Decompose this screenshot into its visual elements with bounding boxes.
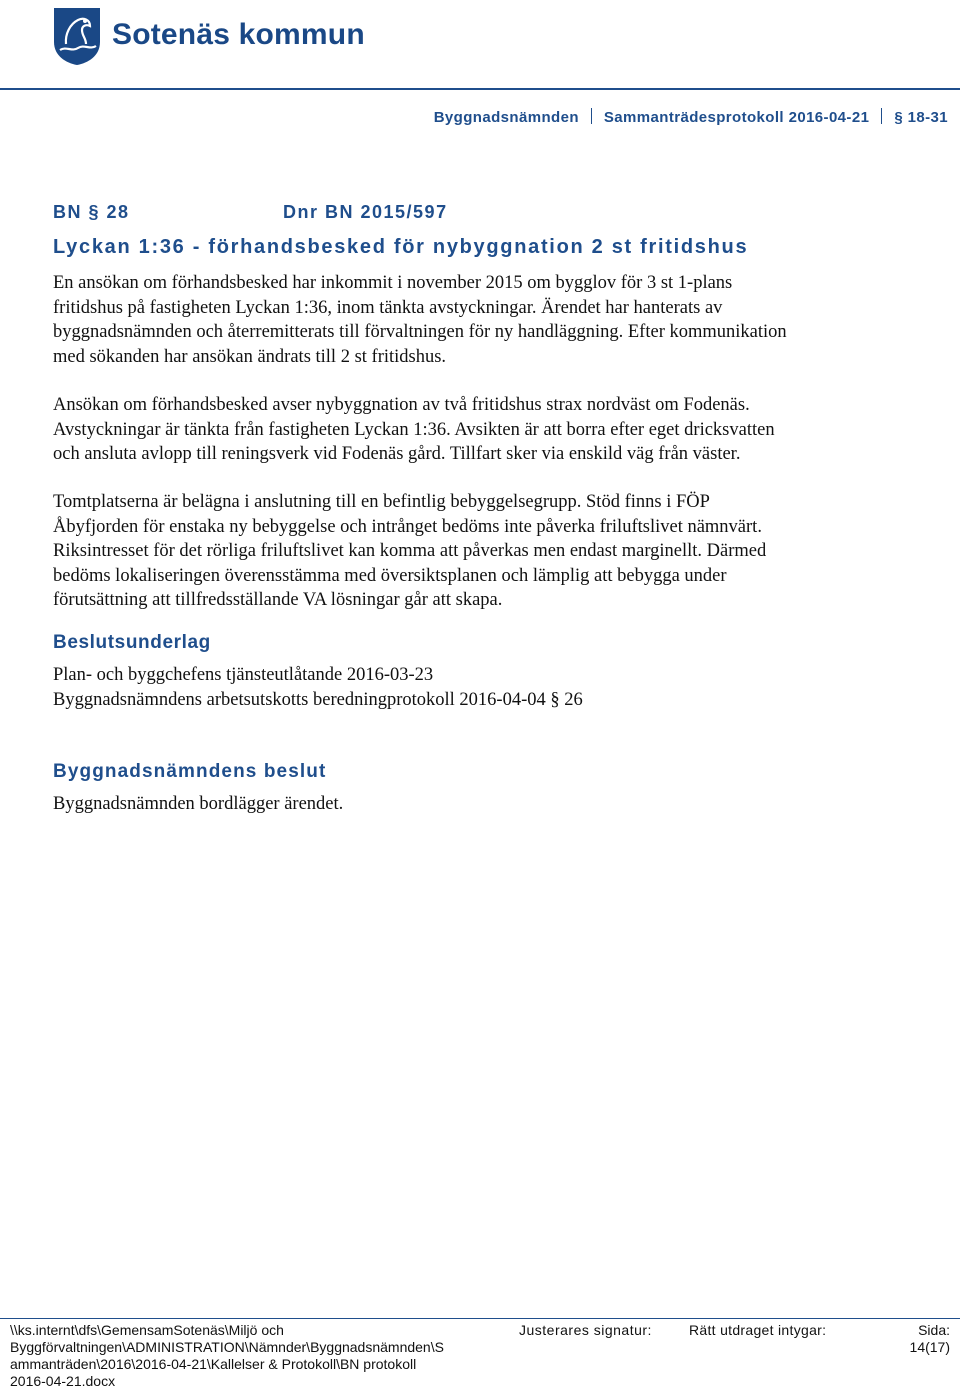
case-number: BN § 28 [53,202,130,222]
text-line: fritidshus på fastigheten Lyckan 1:36, inom tänkta avstyckningar. Ärendet har hanterats av [53,297,723,318]
text-line: Riksintresset för det rörliga friluftslivet kan komma att påverkas men endast marginellt. Därmed [53,541,767,561]
text-line: En ansökan om förhandsbesked har inkommit i november 2015 om bygglov för 3 st 1-plans [53,273,733,293]
meeting-date: 2016-04-21 [788,109,870,126]
text-line: bedöms lokaliseringen överensstämma med översiktsplanen och lämplig att bebygga under [53,565,727,586]
paragraph-range: § 18-31 [894,109,948,126]
page-number [910,1322,950,1356]
text-line: byggnadsnämnden och återremitterats till förvaltningen för ny handläggning. Efter kommunikation [53,322,787,342]
paragraph-assessment [53,490,913,613]
case-dnr: Dnr BN 2015/597 [283,202,448,222]
decision-basis-item: Plan- och byggchefens tjänsteutlåtande 2016-03-23 [53,665,434,685]
text-line: Ansökan om förhandsbesked avser nybyggnation av två fritidshus strax nordväst om Fodenäs. [53,395,750,415]
file-path-line: Byggförvaltningen\ADMINISTRATION\Nämnder\Byggnadsnämnden\S [10,1339,444,1355]
decision-basis-item: Byggnadsnämndens arbetsutskotts beredningprotokoll 2016-04-04 § 26 [53,690,583,710]
municipality-logo [52,6,372,68]
doc-type: Sammanträdesprotokoll [603,109,784,126]
file-path [10,1322,444,1390]
page-footer [0,1318,960,1392]
decision-basis-heading: Beslutsunderlag [53,632,211,653]
decision-text: Byggnadsnämnden bordlägger ärendet. [53,794,344,814]
header-divider [0,88,960,90]
file-path-line: 2016-04-21.docx [10,1373,116,1389]
decision-heading: Byggnadsnämndens beslut [53,761,327,782]
text-line: Avstyckningar är tänkta från fastigheten Lyckan 1:36. Avsikten är att borra efter eget dricksvatten [53,419,775,440]
page-label: Sida: [918,1322,950,1338]
footer-divider [0,1318,960,1319]
text-line: förutsättning att tillfredsställande VA lösningar går att skapa. [53,590,503,610]
case-heading [53,202,448,223]
page-value: 14(17) [909,1339,950,1355]
protocol-meta [434,108,948,126]
text-line: med sökanden har ansökan ändrats till 2 st fritidshus. [53,346,447,367]
file-path-line: ammanträden\2016\2016-04-21\Kallelser & Protokoll\BN protokoll [10,1356,417,1372]
meta-separator [881,108,882,124]
paragraph-background [53,271,913,369]
coat-of-arms-icon [52,6,102,66]
case-title: Lyckan 1:36 - förhandsbesked för nybyggnation 2 st fritidshus [53,236,749,258]
committee-name: Byggnadsnämnden [433,109,579,126]
text-line: och ansluta avlopp till reningsverk vid Fodenäs gård. Tillfart sker via enskild väg från väster. [53,444,741,464]
file-path-line: \\ks.internt\dfs\GemensamSotenäs\Miljö och [10,1322,284,1338]
text-line: Åbyfjorden för enstaka ny bebyggelse och intrånget bedöms inte påverka friluftslivet nämnvärt. [53,516,762,537]
paragraph-application [53,393,913,467]
meta-separator [591,108,592,124]
text-line: Tomtplatserna är belägna i anslutning till en befintlig bebyggelsegrupp. Stöd finns i FÖP [53,492,710,512]
certified-extract-label: Rätt utdraget intygar: [689,1322,827,1338]
logo-text: Sotenäs kommun [112,18,365,51]
adjuster-signature-label: Justerares signatur: [519,1322,652,1338]
